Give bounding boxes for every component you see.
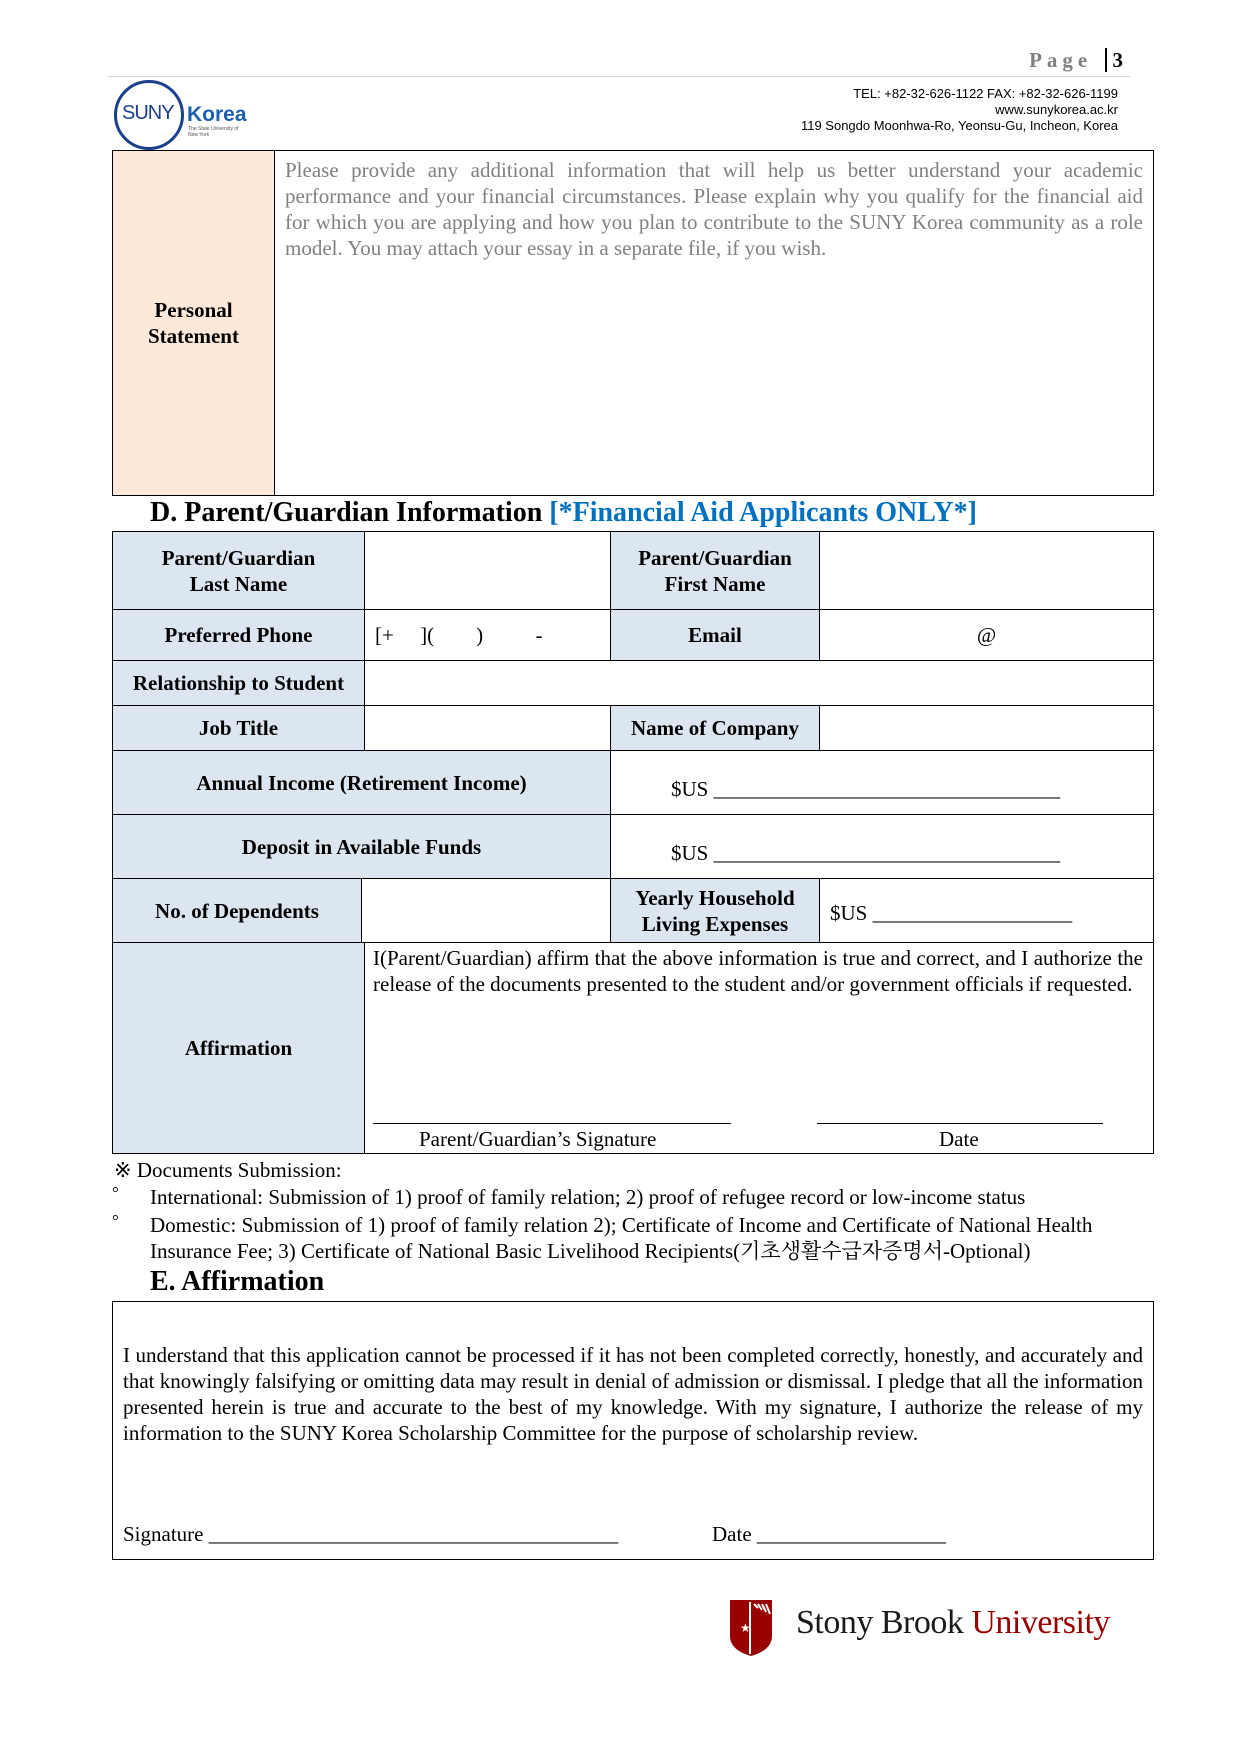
last-name-label: Parent/Guardian Last Name — [112, 531, 365, 610]
household-input[interactable]: $US ___________________ — [819, 878, 1154, 943]
deposit-label: Deposit in Available Funds — [112, 814, 611, 879]
section-e-title: E. Affirmation — [150, 1266, 325, 1297]
bullet-icon: ° — [112, 1183, 119, 1202]
personal-statement-label: Personal Statement — [112, 150, 275, 496]
relationship-label: Relationship to Student — [112, 660, 365, 706]
parent-affirmation-label: Affirmation — [112, 942, 365, 1154]
section-e-box — [112, 1301, 1154, 1560]
header-divider — [108, 76, 1130, 77]
tel-fax: TEL: +82-32-626-1122 FAX: +82-32-626-1199 — [853, 86, 1118, 101]
parent-affirmation-area — [364, 942, 1154, 1154]
section-d-title: D. Parent/Guardian Information [*Financial Aid Applicants ONLY*] — [150, 497, 977, 528]
job-title-label: Job Title — [112, 705, 365, 751]
list-item: ° Domestic: Submission of 1) proof of family relation 2); Certificate of Income and Certificate of National Health Insurance Fee; 3) Certificate of National Basic Livelihood Recipients(기초생활수급자증명서-Optional) — [112, 1212, 1162, 1264]
phone-input[interactable]: [+ ]( ) - — [364, 609, 611, 661]
documents-list — [112, 1184, 1162, 1264]
email-label: Email — [610, 609, 820, 661]
section-e-text: I understand that this application cannot be processed if it has not been completed correctly, honestly, and accurately and that knowingly falsifying or omitting data may result in denial of admission or dismissal. I pledge that all the information presented herein is true and accurate to the best of my knowledge. With my signature, I authorize the release of my information to the SUNY Korea Scholarship Committee for the purpose of scholarship review. — [123, 1343, 1143, 1445]
company-input[interactable] — [819, 705, 1154, 751]
parent-date-line[interactable] — [817, 1123, 1103, 1124]
email-input[interactable]: @ — [819, 609, 1154, 661]
page-number: Page 3 — [1029, 48, 1123, 72]
company-label: Name of Company — [610, 705, 820, 751]
logo-korea-text: Korea — [187, 103, 247, 126]
first-name-input[interactable] — [819, 531, 1154, 610]
phone-label: Preferred Phone — [112, 609, 365, 661]
bullet-icon: ° — [112, 1211, 119, 1230]
contact-info — [801, 86, 1118, 134]
first-name-label: Parent/Guardian First Name — [610, 531, 820, 610]
household-label: Yearly Household Living Expenses — [610, 878, 820, 943]
relationship-input[interactable] — [364, 660, 1154, 706]
logo-subtitle: The State University of New York — [188, 126, 239, 138]
parent-signature-caption: Parent/Guardian’s Signature — [419, 1127, 657, 1151]
parent-affirmation-text: I(Parent/Guardian) affirm that the above information is true and correct, and I authorize the release of the documents presented to the student and/or government officials if requested. — [373, 946, 1143, 996]
personal-statement-instructions: Please provide any additional information that will help us better understand your academic performance and your financial circumstances. Please explain why you qualify for the financial aid for which you are applying and how you plan to contribute to the SUNY Korea community as a role model. You may attach your essay in a separate file, if you wish. — [285, 158, 1143, 260]
stony-brook-shield-icon — [728, 1596, 774, 1658]
dependents-label: No. of Dependents — [112, 878, 362, 943]
last-name-input[interactable] — [364, 531, 611, 610]
applicant-signature-field[interactable]: Signature _______________________________________ — [123, 1522, 619, 1546]
applicant-date-field[interactable]: Date __________________ — [712, 1522, 946, 1546]
parent-signature-line[interactable] — [373, 1123, 731, 1124]
list-item: ° International: Submission of 1) proof of family relation; 2) proof of refugee record or low-income status — [112, 1184, 1162, 1210]
documents-heading: ※ Documents Submission: — [114, 1158, 342, 1182]
financial-aid-note: [*Financial Aid Applicants ONLY*] — [549, 497, 977, 528]
job-title-input[interactable] — [364, 705, 611, 751]
stony-brook-logo: Stony Brook University — [796, 1604, 1110, 1641]
dependents-input[interactable] — [361, 878, 611, 943]
personal-statement-field[interactable] — [274, 150, 1154, 496]
parent-date-caption: Date — [939, 1127, 979, 1151]
annual-income-label: Annual Income (Retirement Income) — [112, 750, 611, 815]
deposit-input[interactable]: $US _________________________________ — [610, 814, 1154, 879]
website: www.sunykorea.ac.kr — [995, 102, 1118, 117]
annual-income-input[interactable]: $US _________________________________ — [610, 750, 1154, 815]
address: 119 Songdo Moonhwa-Ro, Yeonsu-Gu, Incheon, Korea — [800, 118, 1118, 133]
svg-text:★: ★ — [740, 1621, 751, 1635]
logo-suny-text: SUNY — [122, 102, 174, 124]
